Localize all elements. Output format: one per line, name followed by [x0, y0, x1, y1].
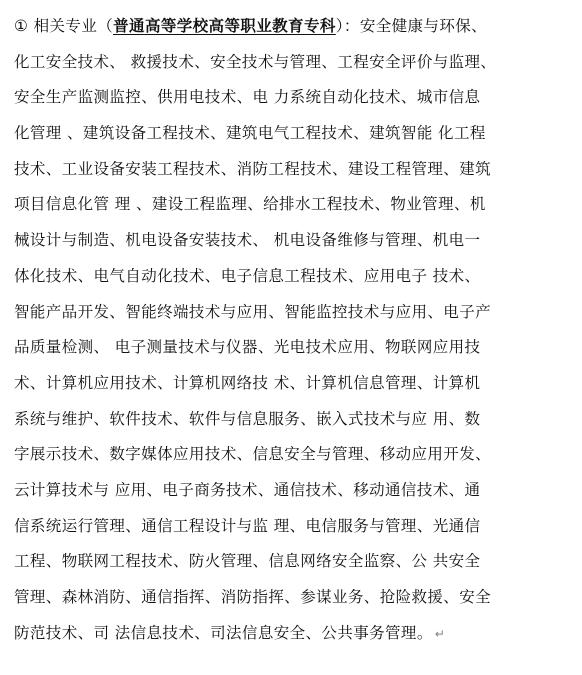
label-prefix: 相关专业（	[33, 17, 114, 35]
text-line-5: 技术、工业设备安装工程技术、消防工程技术、建设工程管理、建筑	[14, 159, 492, 178]
text-line-12: 系统与维护、软件技术、软件与信息服务、嵌入式技术与应 用、数	[14, 409, 481, 428]
label-suffix: ）：	[335, 17, 360, 35]
text-line-17: 管理、森林消防、通信指挥、消防指挥、参谋业务、抢险救援、安全	[14, 588, 492, 606]
text-line-3: 安全生产监测监控、供用电技术、电 力系统自动化技术、城市信息	[14, 88, 481, 107]
text-line-6: 项目信息化管 理 、建设工程监理、给排水工程技术、物业管理、机	[14, 195, 486, 214]
text-line-18	[14, 616, 570, 652]
text-line-7: 械设计与制造、机电设备安装技术、 机电设备维修与管理、机电一	[14, 231, 481, 250]
text-line-11: 术、计算机应用技术、计算机网络技 术、计算机信息管理、计算机	[14, 373, 481, 392]
text-line-14: 云计算技术与 应用、电子商务技术、通信技术、移动通信技术、通	[14, 480, 481, 499]
label-emphasis: 普通高等学校高等职业教育专科	[113, 17, 336, 35]
text-line-9: 智能产品开发、智能终端技术与应用、智能监控技术与应用、电子产	[14, 302, 492, 321]
specialty-paragraph	[14, 9, 570, 651]
text-line-10: 品质量检测、 电子测量技术与仪器、光电技术应用、物联网应用技	[14, 338, 481, 357]
text-line-15: 信系统运行管理、通信工程设计与监 理、电信服务与管理、光通信	[14, 516, 481, 535]
list-marker: ①	[14, 17, 29, 35]
text-line-18-content: 防范技术、司 法信息技术、司法信息安全、公共事务管理。	[14, 623, 433, 642]
text-line-1-content: 安全健康与环保、	[359, 17, 488, 35]
text-line-4: 化管理 、建筑设备工程技术、建筑电气工程技术、建筑智能 化工程	[14, 124, 486, 143]
text-line-13: 字展示技术、数字媒体应用技术、信息安全与管理、移动应用开发、	[14, 445, 492, 464]
paragraph-mark-icon: ↵	[434, 626, 446, 641]
text-line-2: 化工安全技术、 救援技术、安全技术与管理、工程安全评价与监理、	[14, 52, 497, 71]
text-line-1	[14, 9, 570, 45]
text-line-16: 工程、物联网工程技术、防火管理、信息网络安全监察、公 共安全	[14, 552, 481, 571]
text-line-8: 体化技术、电气自动化技术、电子信息工程技术、应用电子 技术、	[14, 266, 481, 285]
